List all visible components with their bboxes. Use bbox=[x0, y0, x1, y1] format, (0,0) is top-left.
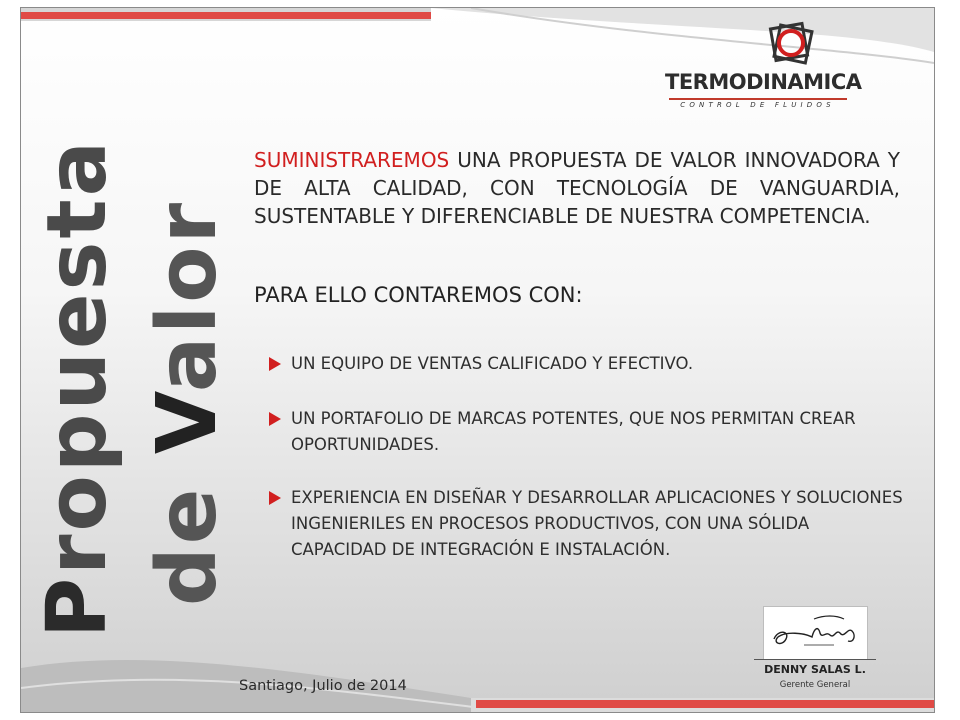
vertical-title-rest: ropuesta bbox=[30, 138, 125, 575]
document-date: Santiago, Julio de 2014 bbox=[239, 678, 407, 694]
signer-role: Gerente General bbox=[779, 680, 851, 690]
signature-line bbox=[754, 659, 876, 660]
signer-name: DENNY SALAS L. bbox=[764, 663, 866, 676]
bullet-item bbox=[269, 406, 909, 458]
vertical-title-de: de bbox=[140, 454, 235, 606]
vertical-title-v: V bbox=[140, 392, 235, 455]
red-circle-in-squares-logo-icon bbox=[761, 20, 821, 68]
handwritten-signature bbox=[764, 607, 867, 659]
red-triangle-bullet-icon bbox=[269, 412, 281, 426]
bullet-item bbox=[269, 351, 909, 377]
vertical-title-propuesta bbox=[30, 138, 125, 638]
vertical-title-initial: P bbox=[30, 574, 125, 638]
brand-tagline: CONTROL DE FLUIDOS bbox=[680, 101, 835, 109]
vertical-title-de-valor bbox=[140, 199, 235, 606]
red-triangle-bullet-icon bbox=[269, 491, 281, 505]
slide bbox=[20, 7, 935, 713]
brand-name: TERMODINAMICA bbox=[665, 70, 862, 94]
signature-image bbox=[763, 606, 868, 660]
bullet-text: UN PORTAFOLIO DE MARCAS POTENTES, QUE NOS PERMITAN CREAR OPORTUNIDADES. bbox=[291, 409, 856, 454]
intro-highlight: SUMINISTRAREMOS bbox=[254, 148, 450, 172]
bullet-text: EXPERIENCIA EN DISEÑAR Y DESARROLLAR APLICACIONES Y SOLUCIONES INGENIERILES EN PROCESOS PRODUCTIVOS, CON UNA SÓLIDA CAPACIDAD DE INTEGRACIÓN E INSTALACIÓN. bbox=[291, 488, 903, 559]
brand-logo bbox=[665, 20, 862, 110]
intro-paragraph bbox=[254, 146, 900, 230]
section-subheading: PARA ELLO CONTAREMOS CON: bbox=[254, 283, 583, 307]
bullet-item bbox=[269, 485, 909, 563]
brand-underline bbox=[669, 98, 847, 100]
bullet-text: UN EQUIPO DE VENTAS CALIFICADO Y EFECTIVO. bbox=[291, 354, 694, 373]
vertical-title-alor: alor bbox=[140, 199, 235, 393]
red-triangle-bullet-icon bbox=[269, 357, 281, 371]
intro-text: UNA PROPUESTA DE VALOR INNOVADORA Y DE ALTA CALIDAD, CON TECNOLOGÍA DE VANGUARDIA, SUSTENTABLE Y DIFERENCIABLE DE NUESTRA COMPETENCIA. bbox=[254, 148, 900, 228]
